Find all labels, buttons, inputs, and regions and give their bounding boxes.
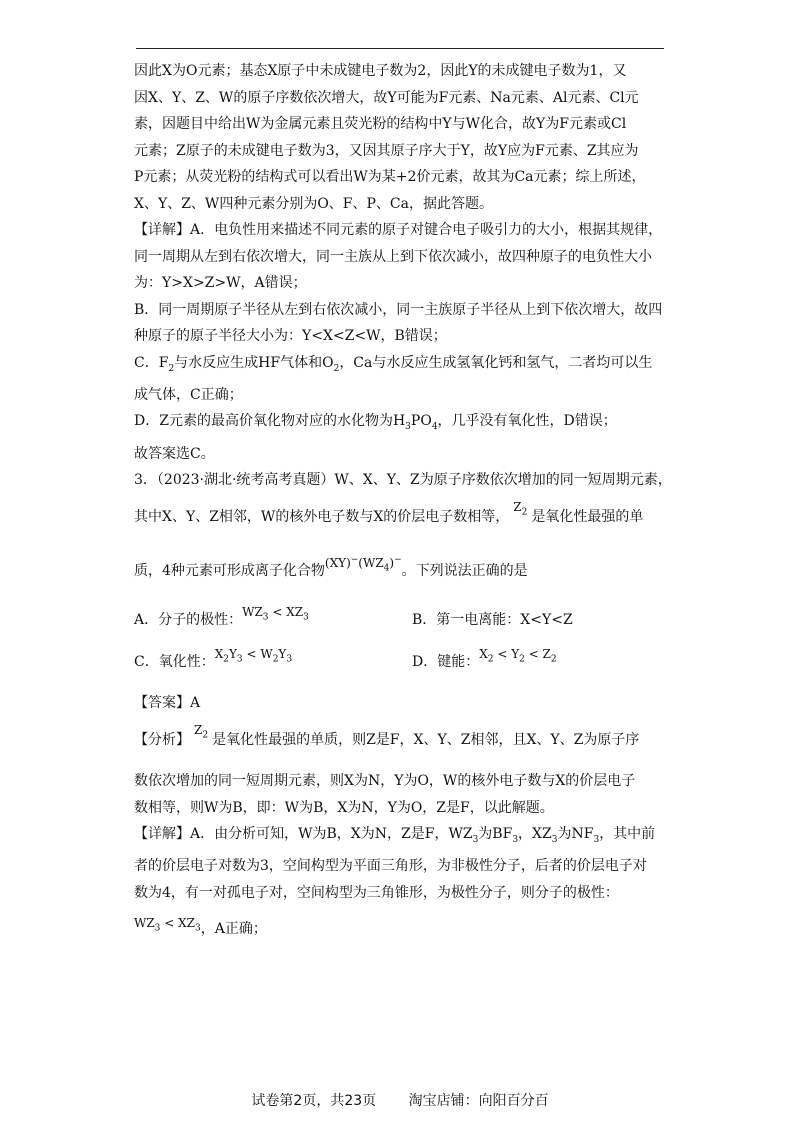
option-d: D．键能：$X_2 < Y_2 < Z_2$ [412,646,557,670]
text-line: B．同一周期原子半径从左到右依次减小，同一主族原子半径从上到下依次增大，故四 [134,301,663,318]
text-line: 同一周期从左到右依次增大，同一主族从上到下依次减小，故四种原子的电负性大小 [134,248,652,265]
text-line: C．$F_2$与水反应生成HF气体和$O_2$，Ca与水反应生成氢氧化钙和氢气，二者均可以生 [134,354,653,374]
text-line: 故答案选C。 [134,445,215,462]
text-line: 元素；Z原子的未成键电子数为3，又因其原子序大于Y，故Y应为F元素、Z其应为 [134,142,639,159]
shop-name: 淘宝店铺：向阳百分百 [408,1093,549,1109]
formula-ionic-compound: $(XY)^-(WZ_4)^-$ [324,554,402,574]
text-line: 成气体，C正确； [134,386,243,403]
text-line: 种原子的原子半径大小为：Y<X<Z<W，B错误； [134,328,447,344]
text-line: 为：Y>X>Z>W，A错误； [134,275,307,291]
analysis-line: 【分析】$Z_2$ 是氧化性最强的单质，则Z是F，X、Y、Z相邻，且X、Y、Z为原子序 [134,717,674,768]
text-line: 数为4，有一对孤电子对，空间构型为三角锥形，为极性分子，则分子的极性： [134,884,619,901]
answer-line: 【答案】A [134,695,201,712]
page-footer [0,1090,800,1110]
text-line: 其中X、Y、Z相邻，W的核外电子数与X的价层电子数相等，$Z_2$ 是氧化性最强的单 [134,494,674,545]
options-row-1 [134,605,674,640]
text-line: X、Y、Z、W四种元素分别为O、F、P、Ca，据此答题。 [134,195,493,212]
text-line: 【详解】A．由分析可知，W为B，X为N，Z是F，$WZ_3$为$BF_3$，$XZ_3$为$NF_3$，其中前 [134,826,656,845]
formula-z2: $Z_2$ [513,499,528,517]
text-line: 因此X为O元素；基态X原子中未成键电子数为2，因此Y的未成键电子数为1，又 [134,63,627,79]
text-line: P元素；从荧光粉的结构式可以看出W为某+2价元素，故其为Ca元素；综上所述， [134,169,646,185]
text-line: 素，因题目中给出W为金属元素且荧光粉的结构中Y与W化合，故Y为F元素或Cl [134,116,627,132]
text-line: 数相等，则W为B，即：W为B，X为N，Y为O，Z是F，以此解题。 [134,799,554,816]
option-a: A．分子的极性：$WZ_3 < XZ_3$ [134,605,309,629]
document-body [134,58,674,958]
text-line: $WZ_3 < XZ_3$，A正确； [134,916,267,938]
text-line: 【详解】A．电负性用来描述不同元素的原子对键合电子吸引力的大小，根据其规律， [134,222,663,238]
options-row-2 [134,647,674,682]
formula-c: $X_2Y_3 < W_2Y_3$ [214,646,293,665]
header-rule [136,48,664,49]
formula-d: $X_2 < Y_2 < Z_2$ [479,646,557,665]
text-line: 数依次增加的同一短周期元素，则X为N，Y为O，W的核外电子数与X的价层电子 [134,773,636,790]
question-3-stem: 3．（2023·湖北·统考高考真题）W、X、Y、Z为原子序数依次增加的同一短周期元素， [134,472,672,489]
option-c: C．氧化性：$X_2Y_3 < W_2Y_3$ [134,646,293,670]
text-line: 者的价层电子对数为3，空间构型为平面三角形，为非极性分子，后者的价层电子对 [134,858,647,875]
formula-a: $WZ_3 < XZ_3$ [242,605,309,623]
option-b: B．第一电离能：X<Y<Z [412,612,573,629]
formula-polarity: $WZ_3 < XZ_3$ [134,916,201,934]
text-line: 质，4种元素可形成离子化合物$(XY)^-(WZ_4)^-$。下列说法正确的是 [134,554,528,579]
page-number: 试卷第2页，共23页 [251,1093,377,1109]
text-line: D．Z元素的最高价氧化物对应的水化物为$H_3PO_4$，几乎没有氧化性，D错误； [134,413,617,433]
text-line: 因X、Y、Z、W的原子序数依次增大，故Y可能为F元素、Na元素、Al元素、Cl元 [134,89,639,106]
formula-z2: $Z_2$ [194,722,209,741]
